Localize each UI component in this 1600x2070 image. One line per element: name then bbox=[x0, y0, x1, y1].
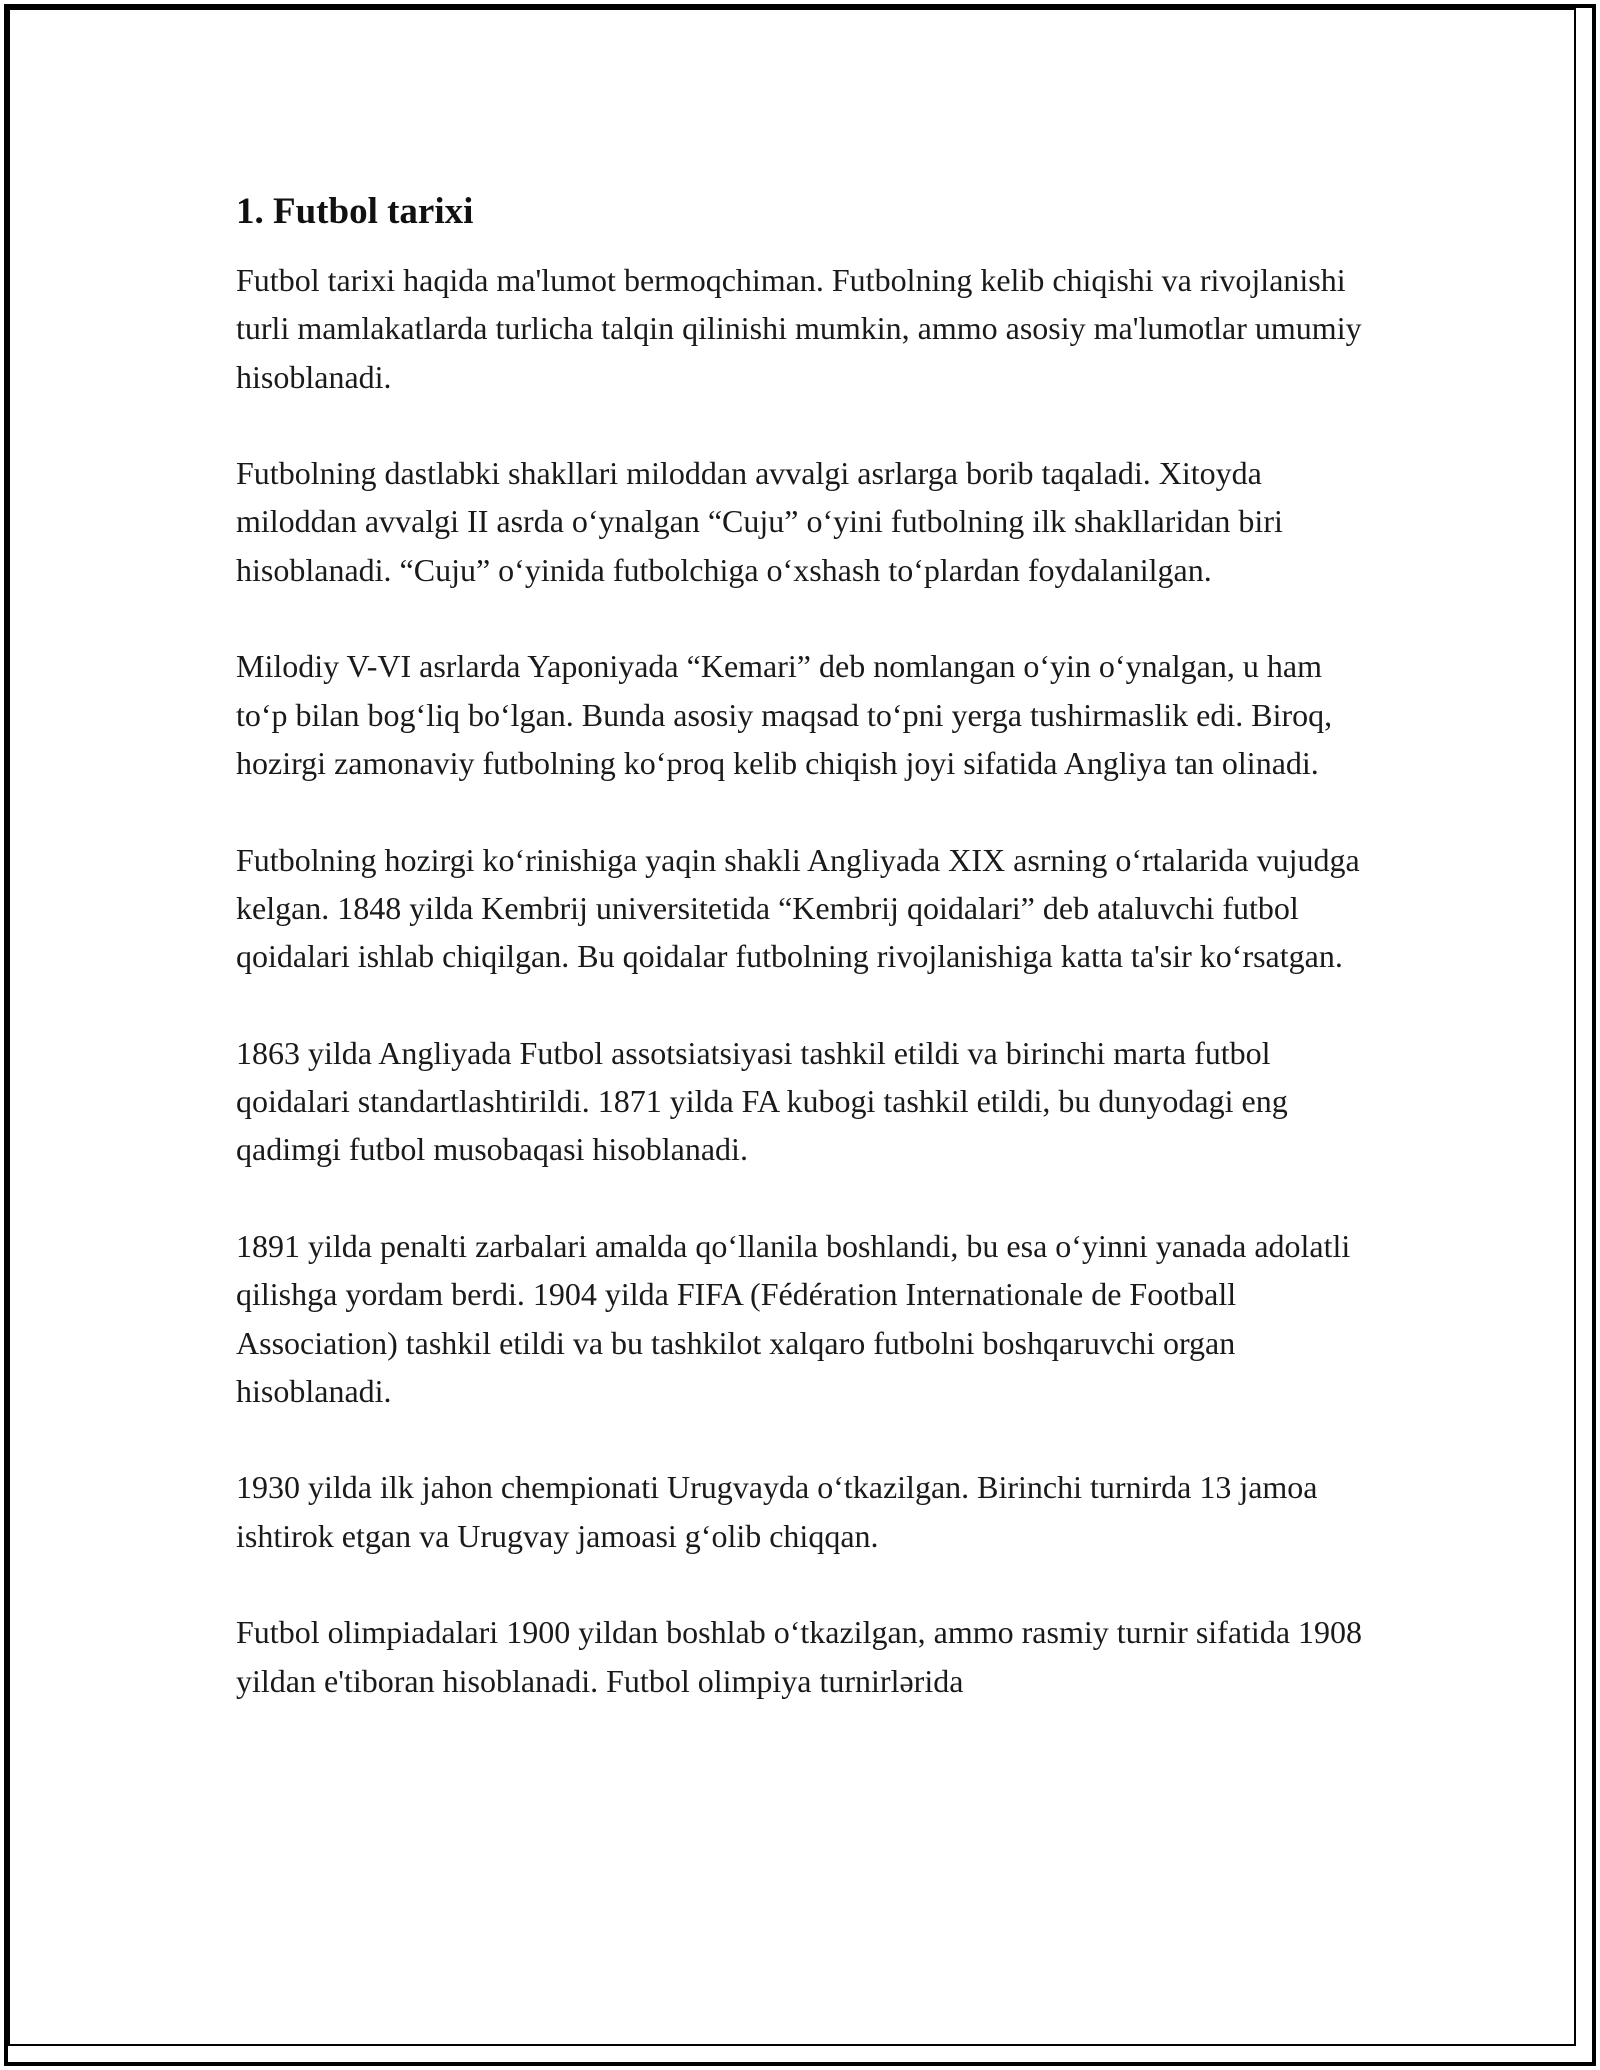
paragraph-football-association: 1863 yilda Angliyada Futbol assotsiatsiyasi tashkil etildi va birinchi marta futbol qoidalari standartlashtirildi. 1871 yilda FA kubogi tashkil etildi, bu dunyodagi eng qadimgi futbol musobaqasi hisoblanadi. bbox=[236, 1034, 1288, 1168]
paragraph-kemari: Milodiy V-VI asrlarda Yaponiyada “Kemari” deb nomlangan o‘yin o‘ynalgan, u ham to‘p bilan bog‘liq bo‘lgan. Bunda asosiy maqsad to‘pni yerga tushirmaslik edi. Biroq, hozirgi zamonaviy futbolning ko‘proq kelib chiqish joyi sifatida Angliya tan olinadi. bbox=[236, 648, 1333, 781]
paragraph-cambridge-rules: Futbolning hozirgi ko‘rinishiga yaqin shakli Angliyada XIX asrning o‘rtalarida vujudga kelgan. 1848 yilda Kembrij universitetida “Kembrij qoidalari” deb ataluvchi futbol qoidalari ishlab chiqilgan. Bu qoidalar futbolning rivojlanishiga katta ta'sir ko‘rsatgan. bbox=[236, 841, 1360, 975]
section-heading: 1. Futbol tarixi bbox=[236, 191, 474, 232]
document-body bbox=[236, 186, 1366, 1705]
paragraph-cuju: Futbolning dastlabki shakllari miloddan avvalgi asrlarga borib taqaladi. Xitoyda miloddan avvalgi II asrda o‘ynalgan “Cuju” o‘yini futbolning ilk shakllaridan biri hisoblanadi. “Cuju” o‘yinida futbolchiga o‘xshash to‘plardan foydalanilgan. bbox=[236, 455, 1283, 588]
paragraph-world-cup: 1930 yilda ilk jahon chempionati Urugvayda o‘tkazilgan. Birinchi turnirda 13 jamoa ishtirok etgan va Urugvay jamoasi g‘olib chiqqan. bbox=[236, 1469, 1318, 1554]
paragraph-penalty-fifa: 1891 yilda penalti zarbalari amalda qo‘llanila boshlandi, bu esa o‘yinni yanada adolatli qilishga yordam berdi. 1904 yilda FIFA (Fédération Internationale de Football Association) tashkil etildi va bu tashkilot xalqaro futbolni boshqaruvchi organ hisoblanadi. bbox=[236, 1227, 1351, 1409]
paragraph-intro: Futbol tarixi haqida ma'lumot bermoqchiman. Futbolning kelib chiqishi va rivojlanishi turli mamlakatlarda turlicha talqin qilinishi mumkin, ammo asosiy ma'lumotlar umumiy hisoblanadi. bbox=[236, 262, 1362, 395]
paragraph-olympics: Futbol olimpiadalari 1900 yildan boshlab o‘tkazilgan, ammo rasmiy turnir sifatida 1908 yildan e'tiboran hisoblanadi. Futbol olimpiya turnirlərida bbox=[236, 1614, 1363, 1699]
